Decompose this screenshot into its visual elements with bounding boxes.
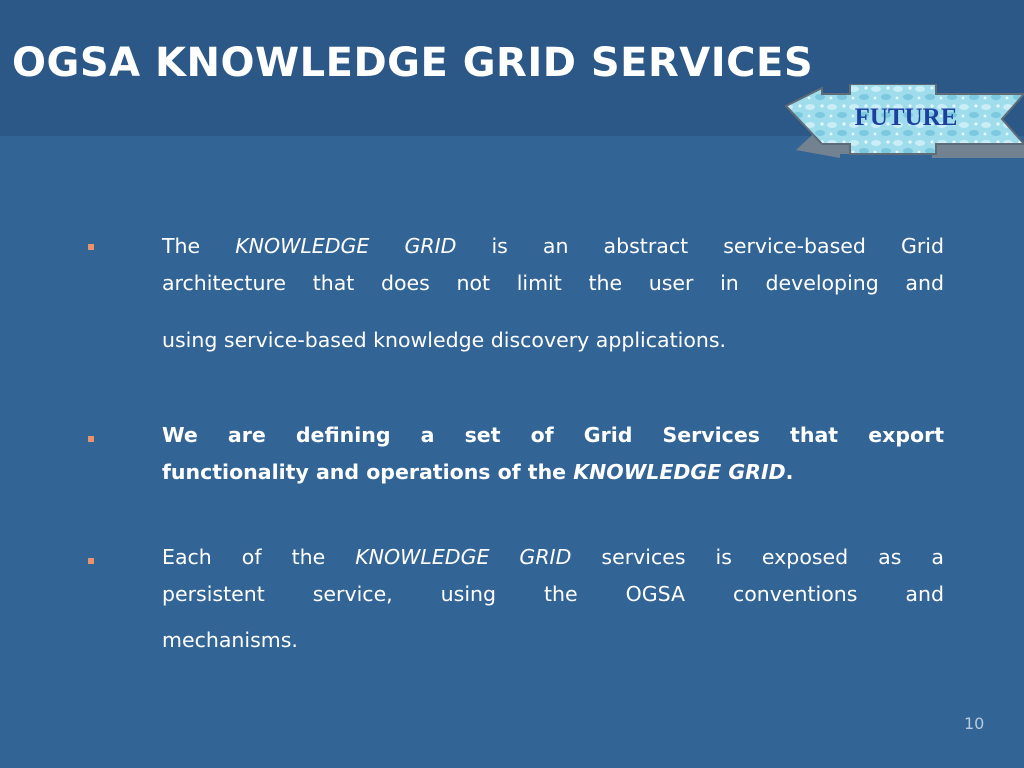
bullet-marker xyxy=(88,558,94,564)
knowledge-grid-term: KNOWLEDGE GRID xyxy=(355,545,572,569)
future-arrow-icon xyxy=(782,84,1024,158)
slide-title: OGSA KNOWLEDGE GRID SERVICES xyxy=(12,40,814,86)
knowledge-grid-term: KNOWLEDGE GRID xyxy=(235,234,457,258)
bullet-marker xyxy=(88,244,94,250)
bullet-3-line-3: mechanisms. xyxy=(162,628,298,652)
future-badge-label: FUTURE xyxy=(854,104,958,131)
bullet-1-line-3: using service-based knowledge discovery applications. xyxy=(162,328,727,352)
bullet-3-line-2: persistent service, using the OGSA conventions and xyxy=(162,582,944,606)
bullet-paragraph-3 xyxy=(162,539,944,659)
bullet-marker xyxy=(88,436,94,442)
bullet-2-line-2: functionality and operations of the KNOWLEDGE GRID. xyxy=(162,460,794,484)
future-badge xyxy=(782,84,1024,158)
bullet-1-line-2: architecture that does not limit the user in developing and xyxy=(162,271,944,295)
bullet-3-line-1: Each of the KNOWLEDGE GRID services is exposed as a xyxy=(162,545,944,569)
knowledge-grid-term: KNOWLEDGE GRID xyxy=(573,460,786,484)
page-number: 10 xyxy=(964,714,985,733)
bullet-2-line-1: We are defining a set of Grid Services that export xyxy=(162,423,944,447)
bullet-paragraph-1 xyxy=(162,228,944,359)
bullet-1-line-1: The KNOWLEDGE GRID is an abstract service-based Grid xyxy=(162,234,944,258)
bullet-paragraph-2 xyxy=(162,417,944,491)
